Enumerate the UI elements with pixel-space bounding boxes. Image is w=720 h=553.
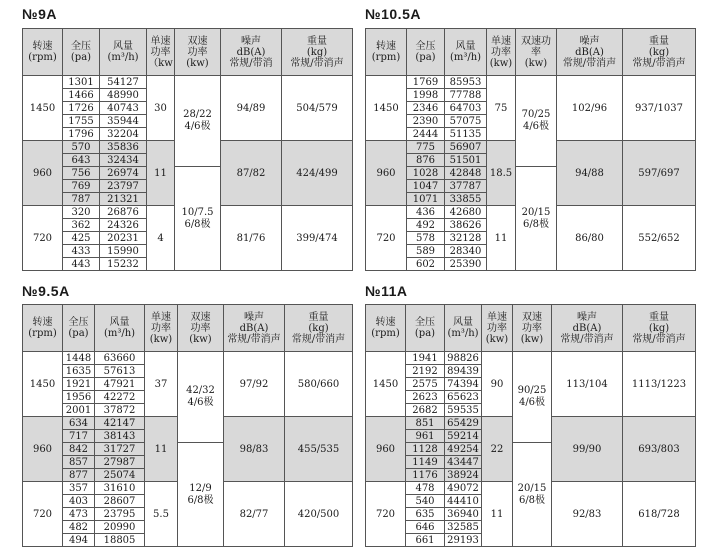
pressure-cell: 1921 (63, 378, 95, 391)
speed-cell: 1450 (23, 76, 63, 141)
airflow-cell: 47921 (95, 378, 145, 391)
table-row (23, 76, 353, 89)
header-single-power: 单速 功率 (kw) (487, 29, 516, 76)
airflow-cell: 77788 (445, 89, 487, 102)
airflow-cell: 15232 (100, 258, 147, 271)
weight-cell: 618/728 (623, 482, 696, 547)
pressure-cell: 1176 (406, 469, 445, 482)
noise-cell: 102/96 (557, 76, 623, 141)
airflow-cell: 59214 (445, 430, 482, 443)
header-dual-power: 双速功 率 (kw) (516, 29, 557, 76)
spec-table (22, 304, 353, 547)
airflow-cell: 32204 (100, 128, 147, 141)
header-dual-power: 双速 功率 (kw) (178, 305, 224, 352)
airflow-cell: 28607 (95, 495, 145, 508)
pressure-cell: 1466 (63, 89, 100, 102)
header-noise: 噪声 dB(A) 常规/带消声 (224, 305, 285, 352)
airflow-cell: 37787 (445, 180, 487, 193)
single-power-cell: 4 (147, 206, 175, 271)
pressure-cell: 436 (407, 206, 445, 219)
single-power-cell: 75 (487, 76, 516, 141)
airflow-cell: 59535 (445, 404, 482, 417)
pressure-cell: 578 (407, 232, 445, 245)
airflow-cell: 54127 (100, 76, 147, 89)
airflow-cell: 20990 (95, 521, 145, 534)
airflow-cell: 65623 (445, 391, 482, 404)
pressure-cell: 2346 (407, 102, 445, 115)
dual-power-cell: 10/7.5 6/8极 (175, 167, 221, 271)
pressure-cell: 425 (63, 232, 100, 245)
weight-cell: 580/660 (285, 352, 353, 417)
panel-9a (22, 4, 353, 271)
header-noise: 噪声 dB(A) 常规/带消声 (557, 29, 623, 76)
header-dual-power: 双速 功率 (kw) (175, 29, 221, 76)
airflow-cell: 36940 (445, 508, 482, 521)
header-weight: 重量 (kg) 常规/带消声 (623, 29, 696, 76)
panel-10-5a (365, 4, 696, 271)
pressure-cell: 1769 (407, 76, 445, 89)
pressure-cell: 1128 (406, 443, 445, 456)
header-weight: 重量 (kg) 常规/带消声 (282, 29, 353, 76)
airflow-cell: 38924 (445, 469, 482, 482)
pressure-cell: 570 (63, 141, 100, 154)
spec-table (365, 28, 696, 271)
airflow-cell: 42272 (95, 391, 145, 404)
noise-cell: 99/90 (552, 417, 623, 482)
header-weight: 重量 (kg) 常规/带消声 (285, 305, 353, 352)
airflow-cell: 85953 (445, 76, 487, 89)
dual-power-cell: 20/15 6/8极 (513, 443, 552, 547)
speed-cell: 960 (23, 141, 63, 206)
table-row (366, 352, 696, 365)
pressure-cell: 478 (406, 482, 445, 495)
pressure-cell: 362 (63, 219, 100, 232)
airflow-cell: 35944 (100, 115, 147, 128)
header-speed: 转速 (rpm) (23, 29, 63, 76)
pressure-cell: 1998 (407, 89, 445, 102)
airflow-cell: 27987 (95, 456, 145, 469)
pressure-cell: 775 (407, 141, 445, 154)
header-airflow: 风量 (m³/h) (445, 305, 482, 352)
header-noise: 噪声 dB(A) 常规/带消 (221, 29, 282, 76)
weight-cell: 1113/1223 (623, 352, 696, 417)
airflow-cell: 74394 (445, 378, 482, 391)
single-power-cell: 18.5 (487, 141, 516, 206)
pressure-cell: 540 (406, 495, 445, 508)
header-pressure: 全压 (pa) (63, 29, 100, 76)
panel-title: №10.5A (365, 6, 421, 22)
header-noise: 噪声 dB(A) 常规/带消声 (552, 305, 623, 352)
airflow-cell: 23797 (100, 180, 147, 193)
speed-cell: 1450 (23, 352, 63, 417)
pressure-cell: 1755 (63, 115, 100, 128)
single-power-cell: 22 (482, 417, 513, 482)
noise-cell: 113/104 (552, 352, 623, 417)
airflow-cell: 44410 (445, 495, 482, 508)
pressure-cell: 1956 (63, 391, 95, 404)
airflow-cell: 26974 (100, 167, 147, 180)
speed-cell: 720 (366, 482, 406, 547)
airflow-cell: 32585 (445, 521, 482, 534)
header-weight: 重量 (kg) 常规/带消声 (623, 305, 696, 352)
header-row (366, 305, 696, 352)
speed-cell: 960 (23, 417, 63, 482)
airflow-cell: 57613 (95, 365, 145, 378)
airflow-cell: 40743 (100, 102, 147, 115)
pressure-cell: 2682 (406, 404, 445, 417)
pressure-cell: 635 (406, 508, 445, 521)
header-row (23, 29, 353, 76)
noise-cell: 87/82 (221, 141, 282, 206)
pressure-cell: 2390 (407, 115, 445, 128)
dual-power-cell: 90/25 4/6极 (513, 352, 552, 443)
pressure-cell: 320 (63, 206, 100, 219)
airflow-cell: 29193 (445, 534, 482, 547)
airflow-cell: 23795 (95, 508, 145, 521)
pressure-cell: 433 (63, 245, 100, 258)
airflow-cell: 42848 (445, 167, 487, 180)
pressure-cell: 1149 (406, 456, 445, 469)
airflow-cell: 15990 (100, 245, 147, 258)
pressure-cell: 842 (63, 443, 95, 456)
airflow-cell: 51135 (445, 128, 487, 141)
noise-cell: 94/88 (557, 141, 623, 206)
dual-power-cell: 12/9 6/8极 (178, 443, 224, 547)
table-row (23, 352, 353, 365)
dual-power-cell: 20/15 6/8极 (516, 167, 557, 271)
pressure-cell: 646 (406, 521, 445, 534)
single-power-cell: 11 (482, 482, 513, 547)
speed-cell: 960 (366, 141, 407, 206)
single-power-cell: 11 (145, 417, 178, 482)
spec-table (22, 28, 353, 271)
pressure-cell: 2575 (406, 378, 445, 391)
header-pressure: 全压 (pa) (407, 29, 445, 76)
airflow-cell: 20231 (100, 232, 147, 245)
panel-9-5a (22, 281, 353, 547)
airflow-cell: 43447 (445, 456, 482, 469)
pressure-cell: 877 (63, 469, 95, 482)
airflow-cell: 37872 (95, 404, 145, 417)
header-single-power: 单速 功率 (kw) (482, 305, 513, 352)
airflow-cell: 33855 (445, 193, 487, 206)
pressure-cell: 661 (406, 534, 445, 547)
header-airflow: 风量 (m³/h) (95, 305, 145, 352)
header-pressure: 全压 (pa) (63, 305, 95, 352)
noise-cell: 94/89 (221, 76, 282, 141)
airflow-cell: 49072 (445, 482, 482, 495)
noise-cell: 92/83 (552, 482, 623, 547)
header-airflow: 风量 (m³/h) (445, 29, 487, 76)
pressure-cell: 1941 (406, 352, 445, 365)
header-single-power: 单速 功率 （kw (147, 29, 175, 76)
airflow-cell: 21321 (100, 193, 147, 206)
speed-cell: 1450 (366, 352, 406, 417)
airflow-cell: 32434 (100, 154, 147, 167)
header-row (366, 29, 696, 76)
airflow-cell: 38626 (445, 219, 487, 232)
weight-cell: 552/652 (623, 206, 696, 271)
airflow-cell: 48990 (100, 89, 147, 102)
weight-cell: 420/500 (285, 482, 353, 547)
weight-cell: 455/535 (285, 417, 353, 482)
single-power-cell: 5.5 (145, 482, 178, 547)
noise-cell: 97/92 (224, 352, 285, 417)
pressure-cell: 1726 (63, 102, 100, 115)
pressure-cell: 634 (63, 417, 95, 430)
header-speed: 转速 (rpm) (23, 305, 63, 352)
airflow-cell: 38143 (95, 430, 145, 443)
pressure-cell: 2001 (63, 404, 95, 417)
airflow-cell: 31727 (95, 443, 145, 456)
pressure-cell: 717 (63, 430, 95, 443)
airflow-cell: 35836 (100, 141, 147, 154)
speed-cell: 720 (23, 206, 63, 271)
pressure-cell: 769 (63, 180, 100, 193)
pressure-cell: 403 (63, 495, 95, 508)
airflow-cell: 26876 (100, 206, 147, 219)
pressure-cell: 494 (63, 534, 95, 547)
speed-cell: 960 (366, 417, 406, 482)
single-power-cell: 30 (147, 76, 175, 141)
weight-cell: 693/803 (623, 417, 696, 482)
pressure-cell: 2623 (406, 391, 445, 404)
weight-cell: 597/697 (623, 141, 696, 206)
dual-power-cell: 70/25 4/6极 (516, 76, 557, 167)
airflow-cell: 31610 (95, 482, 145, 495)
weight-cell: 504/579 (282, 76, 353, 141)
spec-table (365, 304, 696, 547)
table-row (366, 76, 696, 89)
pressure-cell: 1047 (407, 180, 445, 193)
pressure-cell: 1448 (63, 352, 95, 365)
header-speed: 转速 (rpm) (366, 29, 407, 76)
airflow-cell: 57075 (445, 115, 487, 128)
pressure-cell: 357 (63, 482, 95, 495)
pressure-cell: 482 (63, 521, 95, 534)
header-airflow: 风量 (m³/h) (100, 29, 147, 76)
single-power-cell: 90 (482, 352, 513, 417)
speed-cell: 720 (23, 482, 63, 547)
pressure-cell: 851 (406, 417, 445, 430)
dual-power-cell: 42/32 4/6极 (178, 352, 224, 443)
pressure-cell: 602 (407, 258, 445, 271)
pressure-cell: 857 (63, 456, 95, 469)
airflow-cell: 25074 (95, 469, 145, 482)
pressure-cell: 1301 (63, 76, 100, 89)
airflow-cell: 98826 (445, 352, 482, 365)
pressure-cell: 1028 (407, 167, 445, 180)
airflow-cell: 89439 (445, 365, 482, 378)
header-speed: 转速 (rpm) (366, 305, 406, 352)
pressure-cell: 443 (63, 258, 100, 271)
dual-power-cell: 28/22 4/6极 (175, 76, 221, 167)
noise-cell: 82/77 (224, 482, 285, 547)
weight-cell: 399/474 (282, 206, 353, 271)
pressure-cell: 787 (63, 193, 100, 206)
header-dual-power: 双速 功率 (kw) (513, 305, 552, 352)
airflow-cell: 18805 (95, 534, 145, 547)
noise-cell: 98/83 (224, 417, 285, 482)
airflow-cell: 25390 (445, 258, 487, 271)
airflow-cell: 28340 (445, 245, 487, 258)
weight-cell: 937/1037 (623, 76, 696, 141)
airflow-cell: 49254 (445, 443, 482, 456)
speed-cell: 1450 (366, 76, 407, 141)
pressure-cell: 643 (63, 154, 100, 167)
pressure-cell: 876 (407, 154, 445, 167)
noise-cell: 86/80 (557, 206, 623, 271)
pressure-cell: 492 (407, 219, 445, 232)
speed-cell: 720 (366, 206, 407, 271)
panel-title: №9A (22, 6, 58, 22)
panel-title: №11A (365, 283, 408, 299)
pressure-cell: 1635 (63, 365, 95, 378)
weight-cell: 424/499 (282, 141, 353, 206)
pressure-cell: 473 (63, 508, 95, 521)
pressure-cell: 1071 (407, 193, 445, 206)
header-row (23, 305, 353, 352)
airflow-cell: 65429 (445, 417, 482, 430)
pressure-cell: 756 (63, 167, 100, 180)
single-power-cell: 11 (487, 206, 516, 271)
pressure-cell: 1796 (63, 128, 100, 141)
pressure-cell: 2444 (407, 128, 445, 141)
airflow-cell: 32128 (445, 232, 487, 245)
pressure-cell: 2192 (406, 365, 445, 378)
airflow-cell: 42680 (445, 206, 487, 219)
header-pressure: 全压 (pa) (406, 305, 445, 352)
pressure-cell: 589 (407, 245, 445, 258)
single-power-cell: 11 (147, 141, 175, 206)
pressure-cell: 961 (406, 430, 445, 443)
panel-title: №9.5A (22, 283, 70, 299)
airflow-cell: 63660 (95, 352, 145, 365)
airflow-cell: 64703 (445, 102, 487, 115)
single-power-cell: 37 (145, 352, 178, 417)
airflow-cell: 24326 (100, 219, 147, 232)
airflow-cell: 51501 (445, 154, 487, 167)
airflow-cell: 42147 (95, 417, 145, 430)
airflow-cell: 56907 (445, 141, 487, 154)
header-single-power: 单速 功率 (kw) (145, 305, 178, 352)
noise-cell: 81/76 (221, 206, 282, 271)
panel-11a (365, 281, 696, 547)
